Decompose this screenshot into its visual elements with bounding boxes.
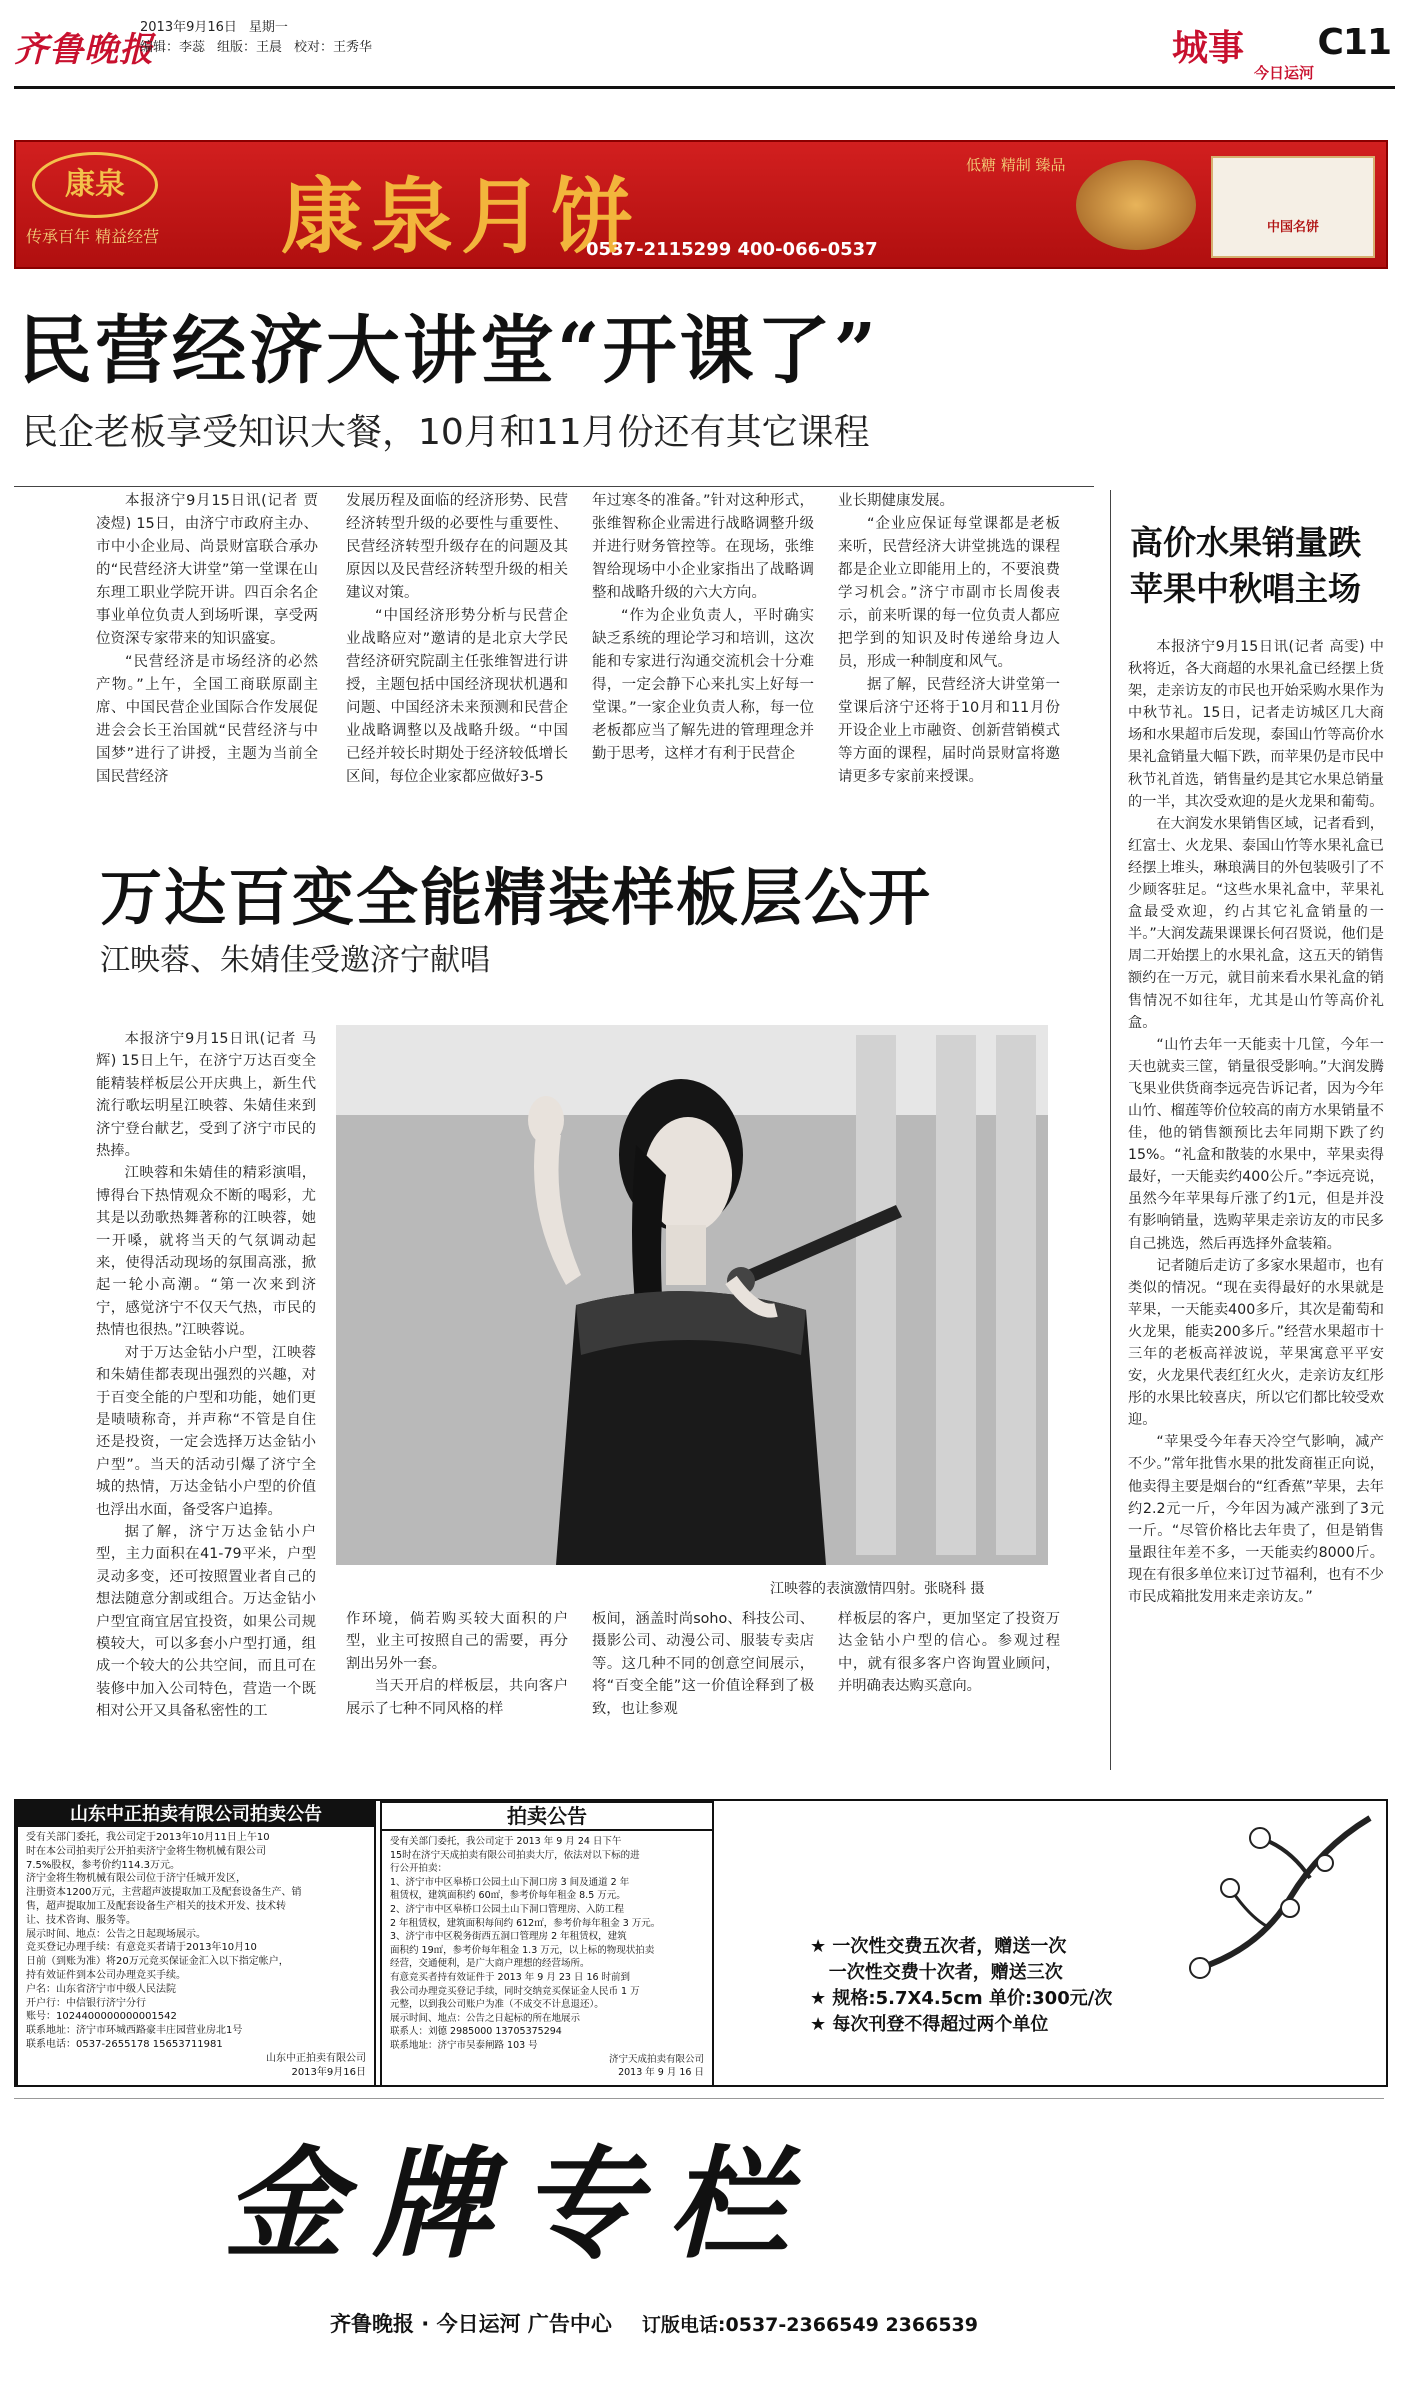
auction-notice-tiancheng	[380, 1801, 714, 2087]
paragraph: 本报济宁9月15日讯(记者 贾凌煜) 15日，由济宁市政府主办、市中小企业局、尚景财富联合承办的“民营经济大讲堂”第一堂课在山东理工职业学院开讲。四百余名企事业单位负责人到场听课，享受两位资深专家带来的知识盛宴。	[96, 493, 318, 647]
notice-line: 济宁金将生物机械有限公司位于济宁任城开发区，	[26, 1873, 246, 1885]
notice-line: 展示时间、地点：公告之日起标的所在地展示	[390, 2012, 581, 2024]
paragraph: 本报济宁9月15日讯(记者 马辉) 15日上午，在济宁万达百变全能精装样板层公开庆典上，新生代流行歌坛明星江映蓉、朱婧佳来到济宁登台献艺，受到了济宁市民的热捧。	[96, 1031, 316, 1160]
ad-title: 康泉月饼	[281, 169, 642, 265]
notice-line: 竞买登记办理手续：有意竞买者请于2013年10月10	[26, 1942, 257, 1954]
notice-line: 联系地址：济宁市吴泰闸路 103 号	[390, 2039, 538, 2051]
ad-center-footer	[330, 2308, 978, 2338]
ad-side-text: 低糖 精制 臻品	[966, 156, 1066, 174]
story2-headline: 万达百变全能精装样板层公开	[100, 861, 933, 934]
gold-column-title: 金牌专栏	[224, 2134, 816, 2275]
notice-line: 联系电话：0537-2655178 15653711981	[26, 2038, 223, 2050]
notice-line: 账号：1024400000000001542	[26, 2011, 177, 2023]
footer-phone: 订版电话:0537-2366549 2366539	[641, 2314, 978, 2336]
notice-line: 济宁天成拍卖有限公司	[608, 2053, 704, 2065]
notice-line: 2013 年 9 月 16 日	[618, 2067, 704, 2079]
pricing-line: ★ 每次刊登不得超过两个单位	[810, 2014, 1049, 2035]
paragraph: 业长期健康发展。	[838, 493, 954, 509]
notice-line: 15时在济宁天成拍卖有限公司拍卖大厅，依法对以下标的进	[390, 1849, 640, 1861]
certificate-text: 中国名饼	[1266, 220, 1319, 235]
ad-pricing-terms	[810, 1934, 1112, 2038]
notice-line: 展示时间、地点：公告之日起现场展示。	[26, 1928, 206, 1940]
notice-line: 受有关部门委托，我公司定于2013年10月11日上午10	[26, 1832, 270, 1843]
paragraph: “中国经济形势分析与民营企业战略应对”邀请的是北京大学民营经济研究院副主任张维智进行讲授，主题包括中国经济现状机遇和问题、中国经济未来预测和民营企业战略调整以及战略升级。“中国已经并较长时期处于经济较低增长区间，每位企业家都应做好3-5	[346, 608, 568, 785]
notice-line: 7.5%股权，参考价约114.3万元。	[26, 1859, 181, 1871]
pricing-line: ★ 规格:5.7X4.5cm 单价:300元/次	[810, 1988, 1113, 2009]
paragraph: 板间，涵盖时尚soho、科技公司、摄影公司、动漫公司、服装专卖店等。这几种不同的创意空间展示，将“百变全能”这一价值诠释到了极致，也让参观	[592, 1611, 814, 1717]
story2-column-b1	[346, 1608, 568, 1720]
notice-line: 有意竞买者持有效证件于 2013 年 9 月 23 日 16 时前到	[390, 1971, 631, 1983]
paragraph: 当天开启的样板层，共向客户展示了七种不同风格的样	[346, 1678, 568, 1717]
paragraph: 江映蓉和朱婧佳的精彩演唱，博得台下热情观众不断的喝彩，尤其是以劲歌热舞著称的江映蓉，她一开嗓，就将当天的气氛调动起来，使得活动现场的氛围高涨，掀起一轮小高潮。“第一次来到济宁，感觉济宁不仅天气热，市民的热情也很热。”江映蓉说。	[96, 1165, 316, 1339]
layout-credit: 组版：王晨	[217, 40, 283, 55]
notice-line: 让、技术咨询、服务等。	[26, 1914, 136, 1926]
sidebar-headline-line2: 苹果中秋唱主场	[1130, 569, 1361, 608]
notice-line: 开户行：中信银行济宁分行	[26, 1997, 146, 2009]
notice-line: 户名：山东省济宁市中级人民法院	[26, 1983, 176, 1995]
story1-headline: 民营经济大讲堂“开课了”	[18, 308, 880, 394]
paragraph: 年过寒冬的准备。”针对这种形式，张维智称企业需进行战略调整升级并进行财务管控等。在现场，张维智给现场中小企业家指出了战略调整和战略升级的六大方向。	[592, 493, 814, 601]
notice-line: 经营，交通便利，是广大商户理想的经营场所。	[390, 1958, 590, 1970]
notice-line: 租赁权，建筑面积约 60㎡，参考价每年租金 8.5 万元。	[390, 1890, 626, 1902]
subsection-name: 今日运河	[1253, 64, 1314, 82]
paragraph: 在大润发水果销售区域，记者看到，红富士、火龙果、泰国山竹等水果礼盒已经摆上堆头，琳琅满目的外包装吸引了不少顾客驻足。“这些水果礼盒中，苹果礼盒最受欢迎，约占其它礼盒销量的一半。”大润发蔬果课课长何召贤说，他们是周二开始摆上的水果礼盒，这五天的销售额约在一万元，就目前来看水果礼盒的销售情况不如往年，尤其是山竹等高价礼盒。	[1128, 815, 1384, 1031]
paragraph: “山竹去年一天能卖十几筐，今年一天也就卖三筐，销量很受影响。”大润发腾飞果业供货商李远亮告诉记者，因为今年山竹、榴莲等价位较高的南方水果销量不佳，他的销售额预比去年同期下跌了约15%。“礼盒和散装的水果中，苹果卖得最好，一天能卖约400公斤。”李远亮说，虽然今年苹果每斤涨了约1元，但是并没有影响销量，选购苹果走亲访友的市民多自己挑选，然后再选择外盒装箱。	[1128, 1036, 1384, 1252]
issue-date: 2013年9月16日	[140, 20, 237, 35]
certificate-image	[1211, 156, 1375, 258]
story1-column-4	[838, 490, 1060, 789]
mooncake-banner-ad	[14, 140, 1388, 269]
paragraph: 样板层的客户，更加坚定了投资万达金钻小户型的信心。参观过程中，就有很多客户咨询置业顾问，并明确表达购买意向。	[838, 1611, 1060, 1695]
mooncake-image	[1076, 160, 1196, 250]
notice-body	[18, 1827, 374, 2083]
section-name: 城事	[1171, 28, 1244, 69]
notice-line: 持有效证件到本公司办理竞买手续。	[26, 1969, 186, 1981]
sidebar-divider	[1110, 490, 1111, 1770]
story1-column-1	[96, 490, 318, 789]
notice-line: 面积约 19㎡，参考价每年租金 1.3 万元，以上标的物现状拍卖	[390, 1944, 655, 1956]
notice-line: 1、济宁市中区皋桥口公园土山下洞口房 3 间及通道 2 年	[390, 1876, 630, 1888]
story2-subhead: 江映蓉、朱婧佳受邀济宁献唱	[100, 943, 490, 978]
paragraph: 作环境，倘若购买较大面积的户型，业主可按照自己的需要，再分割出另外一套。	[346, 1611, 568, 1672]
issue-weekday: 星期一	[248, 20, 288, 35]
story2-column-b3	[838, 1608, 1060, 1698]
pricing-line: 一次性交费十次者，赠送三次	[810, 1962, 1063, 1983]
paragraph: 据了解，济宁万达金钻小户型，主力面积在41-79平米，户型灵动多变，还可按照置业者自己的想法随意分割或组合。万达金钻小户型宜商宜居宜投资，如果公司规模较大，可以多套小户型打通，组成一个较大的公共空间，而且可在装修中加入公司特色，营造一个既相对公开又具备私密性的工	[96, 1523, 316, 1720]
notice-line: 时在本公司拍卖厅公开拍卖济宁金将生物机械有限公司	[26, 1845, 266, 1857]
notice-line: 联系地址：济宁市环城西路豪丰庄园营业房北1号	[26, 2025, 243, 2037]
story2-column-b2	[592, 1608, 814, 1720]
notice-line: 行公开拍卖：	[390, 1863, 448, 1875]
singer-photo-illustration	[336, 1025, 1048, 1565]
story1-subhead: 民企老板享受知识大餐，10月和11月份还有其它课程	[22, 412, 870, 453]
notice-title: 拍卖公告	[382, 1803, 712, 1831]
story1-column-3	[592, 490, 814, 766]
paragraph: “企业应保证每堂课都是老板来听，民营经济大讲堂挑选的课程都是企业立即能用上的，不要浪费学习机会。”济宁市副市长周俊表示，前来听课的每一位负责人都应把学到的知识及时传递给身边人员，形成一种制度和风气。	[838, 516, 1060, 670]
plum-blossom-icon	[1140, 1808, 1380, 2008]
paragraph: 据了解，民营经济大讲堂第一堂课后济宁还将于10月和11月份开设企业上市融资、创新营销模式等方面的课程，届时尚景财富将邀请更多专家前来授课。	[838, 677, 1060, 785]
footer-label: 齐鲁晚报 · 今日运河 广告中心	[330, 2312, 612, 2336]
notice-line: 受有关部门委托，我公司定于 2013 年 9 月 24 日下午	[390, 1836, 622, 1847]
paragraph: “作为企业负责人，平时确实缺乏系统的理论学习和培训，这次能和专家进行沟通交流机会十分难得，一定会静下心来扎实上好每一堂课。”一家企业负责人称，每一位老板都应当了解先进的管理理念并勤于思考，这样才有利于民营企	[592, 608, 814, 762]
editor-credit: 编辑：李蕊	[140, 40, 206, 55]
brand-logo: 康泉	[32, 152, 158, 218]
notice-line: 注册资本1200万元，主营超声波提取加工及配套设备生产、销	[26, 1887, 302, 1899]
notice-line: 我公司办理竞买登记手续，同时交纳竞买保证金人民币 1 万	[390, 1985, 640, 1997]
auction-notice-zhongzheng	[16, 1801, 376, 2087]
issue-meta	[140, 18, 384, 58]
newspaper-logo: 齐鲁晚报	[14, 30, 154, 70]
ad-slogan: 传承百年 精益经营	[26, 227, 160, 246]
notice-line: 3、济宁市中区税务街西五洞口管理房 2 年租赁权，建筑	[390, 1931, 627, 1943]
notice-line: 日前（到账为准）将20万元竞买保证金汇入以下指定帐户，	[26, 1956, 289, 1968]
singer-photo	[336, 1025, 1048, 1565]
gold-column-banner	[14, 2098, 1384, 2277]
page-number: C11	[1317, 22, 1391, 63]
paragraph: 本报济宁9月15日讯(记者 高雯) 中秋将近，各大商超的水果礼盒已经摆上货架，走亲访友的市民也开始采购水果作为中秋节礼。15日，记者走访城区几大商场和水果超市后发现，泰国山竹等高价水果礼盒销量大幅下跌，而苹果仍是市民中秋节礼首选，销售量约是其它水果总销量的一半，其次受欢迎的是火龙果和葡萄。	[1128, 639, 1384, 810]
paragraph: 对于万达金钻小户型，江映蓉和朱婧佳都表现出强烈的兴趣，对于百变全能的户型和功能，她们更是啧啧称奇，并声称“不管是自住还是投资，一定会选择万达金钻小户型”。当天的活动引爆了济宁全城的热情，万达金钻小户型的价值也浮出水面，备受客户追捧。	[96, 1344, 316, 1518]
proof-credit: 校对：王秀华	[294, 40, 373, 55]
masthead-rule	[14, 86, 1395, 89]
notice-body	[382, 1831, 712, 2084]
notice-line: 2、济宁市中区皋桥口公园土山下洞口管理房、入防工程	[390, 1903, 625, 1915]
notice-line: 元整，以到我公司账户为准（不成交不计息退还）。	[390, 1999, 604, 2011]
story1-column-2	[346, 490, 568, 789]
notice-line: 山东中正拍卖有限公司	[266, 2052, 366, 2064]
photo-caption: 江映蓉的表演激情四射。张晓科 摄	[770, 1581, 985, 1597]
paragraph: “民营经济是市场经济的必然产物。”上午，全国工商联原副主席、中国民营企业国际合作发展促进会会长王治国就“民营经济与中国梦”进行了讲授，主题为当前全国民营经济	[96, 654, 318, 785]
sidebar-headline	[1130, 520, 1390, 612]
notice-line: 2 年租赁权，建筑面积每间约 612㎡，参考价每年租金 3 万元。	[390, 1917, 661, 1929]
notice-line: 2013年9月16日	[291, 2066, 366, 2078]
notice-title: 山东中正拍卖有限公司拍卖公告	[18, 1803, 374, 1827]
notice-line: 售，超声提取加工及配套设备生产相关的技术开发、技术转	[26, 1900, 286, 1912]
sidebar-body	[1128, 636, 1384, 1608]
story1-rule	[14, 486, 1094, 487]
paragraph: 发展历程及面临的经济形势、民营经济转型升级的必要性与重要性、民营经济转型升级存在的问题及其原因以及民营经济转型升级的相关建议对策。	[346, 493, 568, 601]
sidebar-headline-line1: 高价水果销量跌	[1130, 523, 1361, 562]
story2-column-left	[96, 1028, 316, 1723]
paragraph: “苹果受今年春天冷空气影响，减产不少。”常年批售水果的批发商崔正向说，他卖得主要是烟台的“红香蕉”苹果，去年约2.2元一斤，今年因为减产涨到了3元一斤。“尽管价格比去年贵了，但是销售量跟往年差不多，一天能卖约8000斤。现在有很多单位来订过节福利，也有不少市民成箱批发用来走亲访友。”	[1128, 1434, 1384, 1606]
ad-phone: 0537-2115299 400-066-0537	[586, 239, 878, 260]
pricing-line: ★ 一次性交费五次者，赠送一次	[810, 1936, 1067, 1957]
notice-line: 联系人：刘德 2985000 13705375294	[390, 2026, 562, 2038]
paragraph: 记者随后走访了多家水果超市，也有类似的情况。“现在卖得最好的水果就是苹果，一天能卖400多斤，其次是葡萄和火龙果，能卖200多斤。”经营水果超市十三年的老板高祥波说，苹果寓意平平安安，火龙果代表红红火火，走亲访友红彤彤的水果比较喜庆，所以它们都比较受欢迎。	[1128, 1257, 1384, 1429]
